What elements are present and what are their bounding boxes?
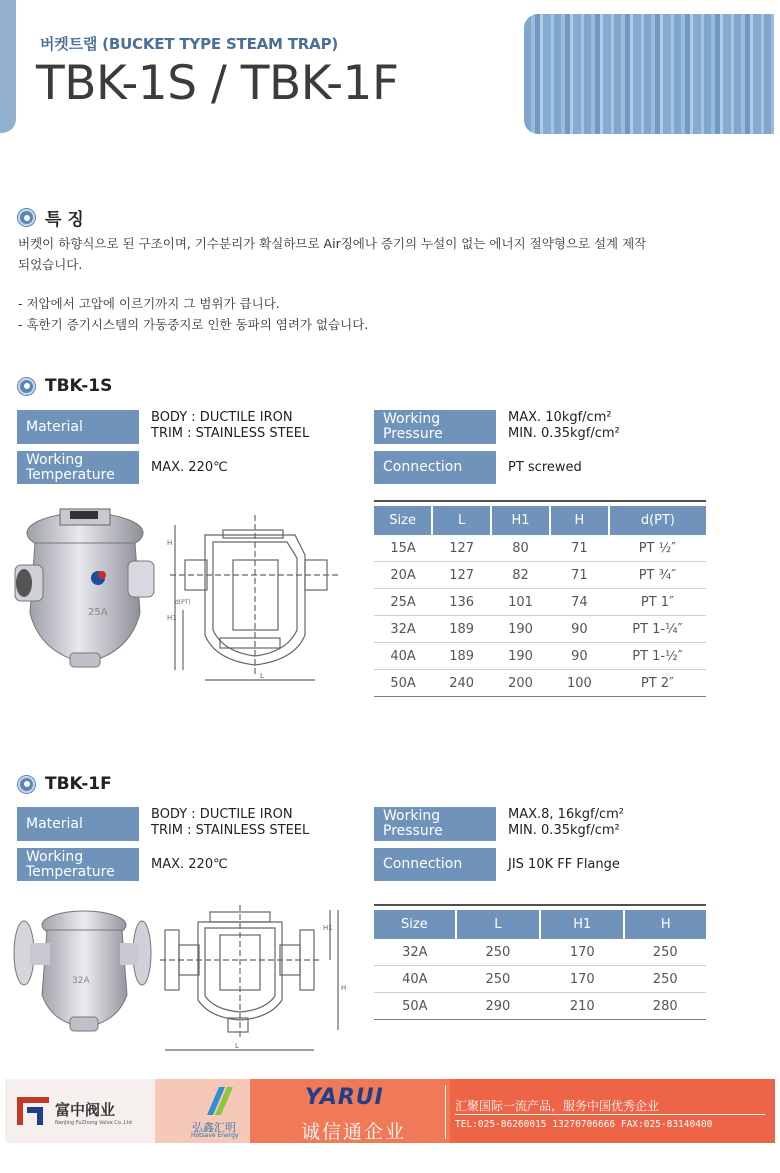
brand1-name: 富中阀业 — [55, 1101, 116, 1119]
table-row — [374, 939, 706, 966]
footer-banner — [5, 1079, 775, 1143]
tbk1f-pressure-value: MAX.8, 16kgf/cm² MIN. 0.35kgf/cm² — [508, 807, 624, 838]
table-row — [374, 535, 706, 562]
tbk1s-material-label: Material — [17, 410, 139, 444]
table-header-cell: L — [456, 910, 540, 939]
table-cell: 101 — [491, 589, 550, 616]
tbk1f-dim-h: H — [341, 984, 347, 992]
table-row — [374, 643, 706, 670]
section-bullet-icon — [18, 209, 35, 226]
features-bullet-2: - 혹한기 증기시스템의 가동중지로 인한 동파의 염려가 없습니다. — [18, 317, 369, 332]
table-row — [374, 589, 706, 616]
brand2-name: 弘鑫汇明 — [192, 1121, 236, 1134]
section-bullet-icon — [18, 378, 35, 395]
tbk1s-temperature-value: MAX. 220℃ — [151, 460, 228, 475]
table-cell: PT ¾″ — [609, 562, 706, 589]
tbk1s-temperature-label: Working Temperature — [17, 451, 139, 484]
hotsave-logo-icon — [201, 1083, 237, 1119]
table-header-cell: H1 — [540, 910, 624, 939]
table-header-cell: H — [550, 506, 609, 535]
table-cell: 189 — [432, 616, 491, 643]
brand2-subname: Hotsave Energy — [191, 1132, 239, 1139]
tbk1f-heading-text: TBK-1F — [45, 774, 112, 794]
tbk1s-dim-l: L — [260, 672, 264, 680]
table-cell: 50A — [374, 993, 456, 1020]
table-cell: 127 — [432, 535, 491, 562]
tbk1f-material-value: BODY : DUCTILE IRON TRIM : STAINLESS STEEL — [151, 807, 310, 838]
table-cell: 82 — [491, 562, 550, 589]
table-cell: 32A — [374, 939, 456, 966]
yarui-logo: YARUI — [305, 1085, 384, 1110]
svg-text:25A: 25A — [88, 607, 108, 618]
table-cell: 210 — [540, 993, 624, 1020]
tbk1s-heading — [18, 376, 112, 396]
tbk1f-connection-label: Connection — [374, 848, 496, 881]
tbk1f-technical-drawing — [160, 900, 350, 1060]
table-cell: 90 — [550, 643, 609, 670]
table-cell: 40A — [374, 966, 456, 993]
table-cell: 170 — [540, 939, 624, 966]
table-cell: 40A — [374, 643, 432, 670]
table-cell: 189 — [432, 643, 491, 670]
features-intro-line2: 되었습니다. — [18, 257, 83, 272]
tbk1s-dim-h1: H1 — [167, 614, 177, 622]
footer-slogan: 汇聚国际一流产品，服务中国优秀企业 — [455, 1099, 660, 1113]
table-cell: 15A — [374, 535, 432, 562]
features-heading-text: 특 징 — [45, 210, 84, 230]
table-cell: 32A — [374, 616, 432, 643]
product-subtitle: 버켓트랩 (BUCKET TYPE STEAM TRAP) — [40, 35, 339, 53]
table-cell: 280 — [624, 993, 706, 1020]
tbk1f-dim-h1: H1 — [323, 924, 333, 932]
tbk1s-pressure-label: Working Pressure — [374, 410, 496, 444]
table-cell: 136 — [432, 589, 491, 616]
product-title: TBK-1S / TBK-1F — [36, 56, 399, 111]
features-intro-line1: 버켓이 하향식으로 된 구조이며, 기수분리가 확실하므로 Air징에나 증기의 누설이 없는 에너지 절약형으로 설계 제작 — [18, 236, 647, 251]
table-header-cell: Size — [374, 910, 456, 939]
table-cell: 100 — [550, 670, 609, 697]
tbk1f-temperature-label: Working Temperature — [17, 848, 139, 881]
footer-contact: TEL:025-86260015 13270706666 FAX:025-83140400 — [455, 1119, 713, 1130]
tbk1s-size-table — [374, 500, 706, 697]
tbk1f-dim-l: L — [235, 1042, 239, 1050]
tbk1f-size-table — [374, 904, 706, 1020]
table-cell: 50A — [374, 670, 432, 697]
table-cell: 250 — [624, 939, 706, 966]
tbk1f-material-label: Material — [17, 807, 139, 841]
table-header-cell: L — [432, 506, 491, 535]
fuzhong-logo-icon — [13, 1093, 53, 1129]
brand3-name: 诚信通企业 — [301, 1121, 407, 1143]
table-cell: PT ½″ — [609, 535, 706, 562]
table-cell: 250 — [456, 966, 540, 993]
tbk1s-technical-drawing — [165, 500, 350, 690]
tbk1s-dim-d: d(PT) — [175, 599, 191, 606]
header-stripe-banner — [524, 14, 774, 134]
table-row — [374, 616, 706, 643]
features-heading — [18, 205, 84, 230]
table-cell: PT 2″ — [609, 670, 706, 697]
tbk1s-heading-text: TBK-1S — [45, 376, 113, 396]
svg-text:32A: 32A — [72, 976, 90, 986]
tbk1s-material-value: BODY : DUCTILE IRON TRIM : STAINLESS STEEL — [151, 410, 310, 441]
table-header-cell: d(PT) — [609, 506, 706, 535]
table-cell: 74 — [550, 589, 609, 616]
table-cell: 190 — [491, 643, 550, 670]
tbk1s-pressure-value: MAX. 10kgf/cm² MIN. 0.35kgf/cm² — [508, 410, 620, 441]
tbk1f-connection-value: JIS 10K FF Flange — [508, 857, 620, 872]
footer-rule — [455, 1114, 765, 1115]
table-cell: PT 1-½″ — [609, 643, 706, 670]
table-row — [374, 966, 706, 993]
table-header-cell: H1 — [491, 506, 550, 535]
table-cell: 127 — [432, 562, 491, 589]
tbk1s-connection-label: Connection — [374, 451, 496, 484]
tbk1f-heading — [18, 774, 112, 794]
table-cell: 170 — [540, 966, 624, 993]
footer-divider — [445, 1085, 446, 1139]
table-row — [374, 993, 706, 1020]
table-cell: 71 — [550, 535, 609, 562]
table-cell: 90 — [550, 616, 609, 643]
table-cell: PT 1-¼″ — [609, 616, 706, 643]
table-row — [374, 562, 706, 589]
features-bullet-1: - 저압에서 고압에 이르기까지 그 범위가 큽니다. — [18, 296, 280, 311]
header-side-tab — [0, 0, 16, 133]
table-cell: 200 — [491, 670, 550, 697]
table-cell: PT 1″ — [609, 589, 706, 616]
table-cell: 250 — [624, 966, 706, 993]
table-header-cell: Size — [374, 506, 432, 535]
table-cell: 240 — [432, 670, 491, 697]
section-bullet-icon — [18, 776, 35, 793]
table-cell: 25A — [374, 589, 432, 616]
table-cell: 71 — [550, 562, 609, 589]
tbk1s-connection-value: PT screwed — [508, 460, 582, 475]
tbk1f-temperature-value: MAX. 220℃ — [151, 857, 228, 872]
table-cell: 250 — [456, 939, 540, 966]
table-cell: 20A — [374, 562, 432, 589]
table-header-cell: H — [624, 910, 706, 939]
tbk1f-product-photo — [12, 905, 152, 1035]
tbk1f-pressure-label: Working Pressure — [374, 807, 496, 841]
table-cell: 190 — [491, 616, 550, 643]
tbk1s-dim-h: H — [167, 539, 173, 547]
brand1-subname: NanJing FuZhong Valve Co.,Ltd — [55, 1120, 132, 1126]
table-row — [374, 670, 706, 697]
table-cell: 290 — [456, 993, 540, 1020]
features-body — [18, 233, 718, 335]
table-cell: 80 — [491, 535, 550, 562]
tbk1s-product-photo — [10, 503, 160, 673]
